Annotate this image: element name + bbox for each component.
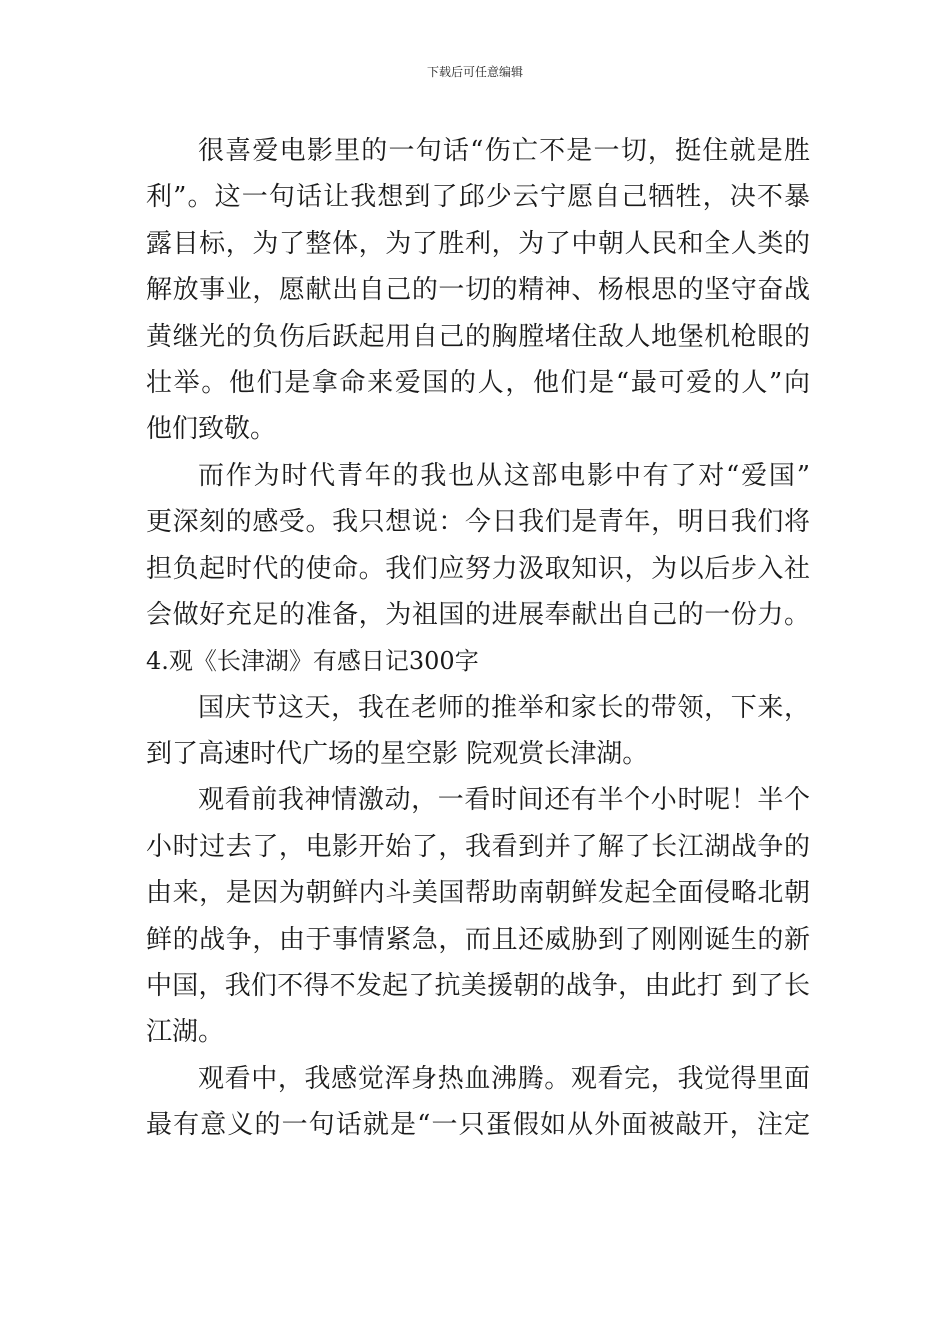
paragraph-line: 江湖。 [146,1017,225,1048]
document-body [146,128,810,1149]
paragraph-line: 壮举。他们是拿命来爱国的人，他们是“最可爱的人”向 [146,367,810,398]
paragraph-line: 黄继光的负伤后跃起用自己的胸膛堵住敌人地堡机枪眼的 [146,321,810,352]
paragraph-line: 很喜爱电影里的一句话“伤亡不是一切，挺住就是胜 [198,136,810,166]
page-header: 下载后可任意编辑 [426,65,523,79]
section-heading: 4.观《长津湖》有感日记300字 [146,647,479,676]
paragraph-line: 而作为时代青年的我也从这部电影中有了对“爱国” [198,460,810,491]
paragraph-line: 最有意义的一句话就是“一只蛋假如从外面被敲开，注定 [146,1110,810,1141]
paragraph-line: 国庆节这天，我在老师的推举和家长的带领，下来， [198,692,810,723]
paragraph-line: 更深刻的感受。我只想说：今日我们是青年，明日我们将 [146,507,810,538]
paragraph-line: 担负起时代的使命。我们应努力汲取知识，为以后步入社 [146,553,810,584]
paragraph-line: 解放事业，愿献出自己的一切的精神、杨根思的坚守奋战 [146,275,810,306]
paragraph-line: 中国，我们不得不发起了抗美援朝的战争，由此打 到了长 [146,971,810,1002]
paragraph-line: 会做好充足的准备，为祖国的进展奉献出自己的一份力。 [146,599,810,630]
paragraph-line: 小时过去了，电影开始了，我看到并了解了长江湖战争的 [146,831,810,862]
paragraph-line: 由来，是因为朝鲜内斗美国帮助南朝鲜发起全面侵略北朝 [146,878,810,909]
paragraph-line: 露目标，为了整体，为了胜利，为了中朝人民和全人类的 [146,228,810,259]
paragraph-line: 利”。这一句话让我想到了邱少云宁愿自己牺牲，决不暴 [146,182,810,213]
paragraph-line: 他们致敬。 [146,414,277,445]
paragraph-line: 观看中，我感觉浑身热血沸腾。观看完，我觉得里面 [198,1063,810,1094]
paragraph-line: 观看前我神情激动，一看时间还有半个小时呢！半个 [198,785,810,816]
paragraph-line: 到了高速时代广场的星空影 院观赏长津湖。 [146,739,649,770]
paragraph-line: 鲜的战争，由于事情紧急，而且还威胁到了刚刚诞生的新 [146,924,810,955]
